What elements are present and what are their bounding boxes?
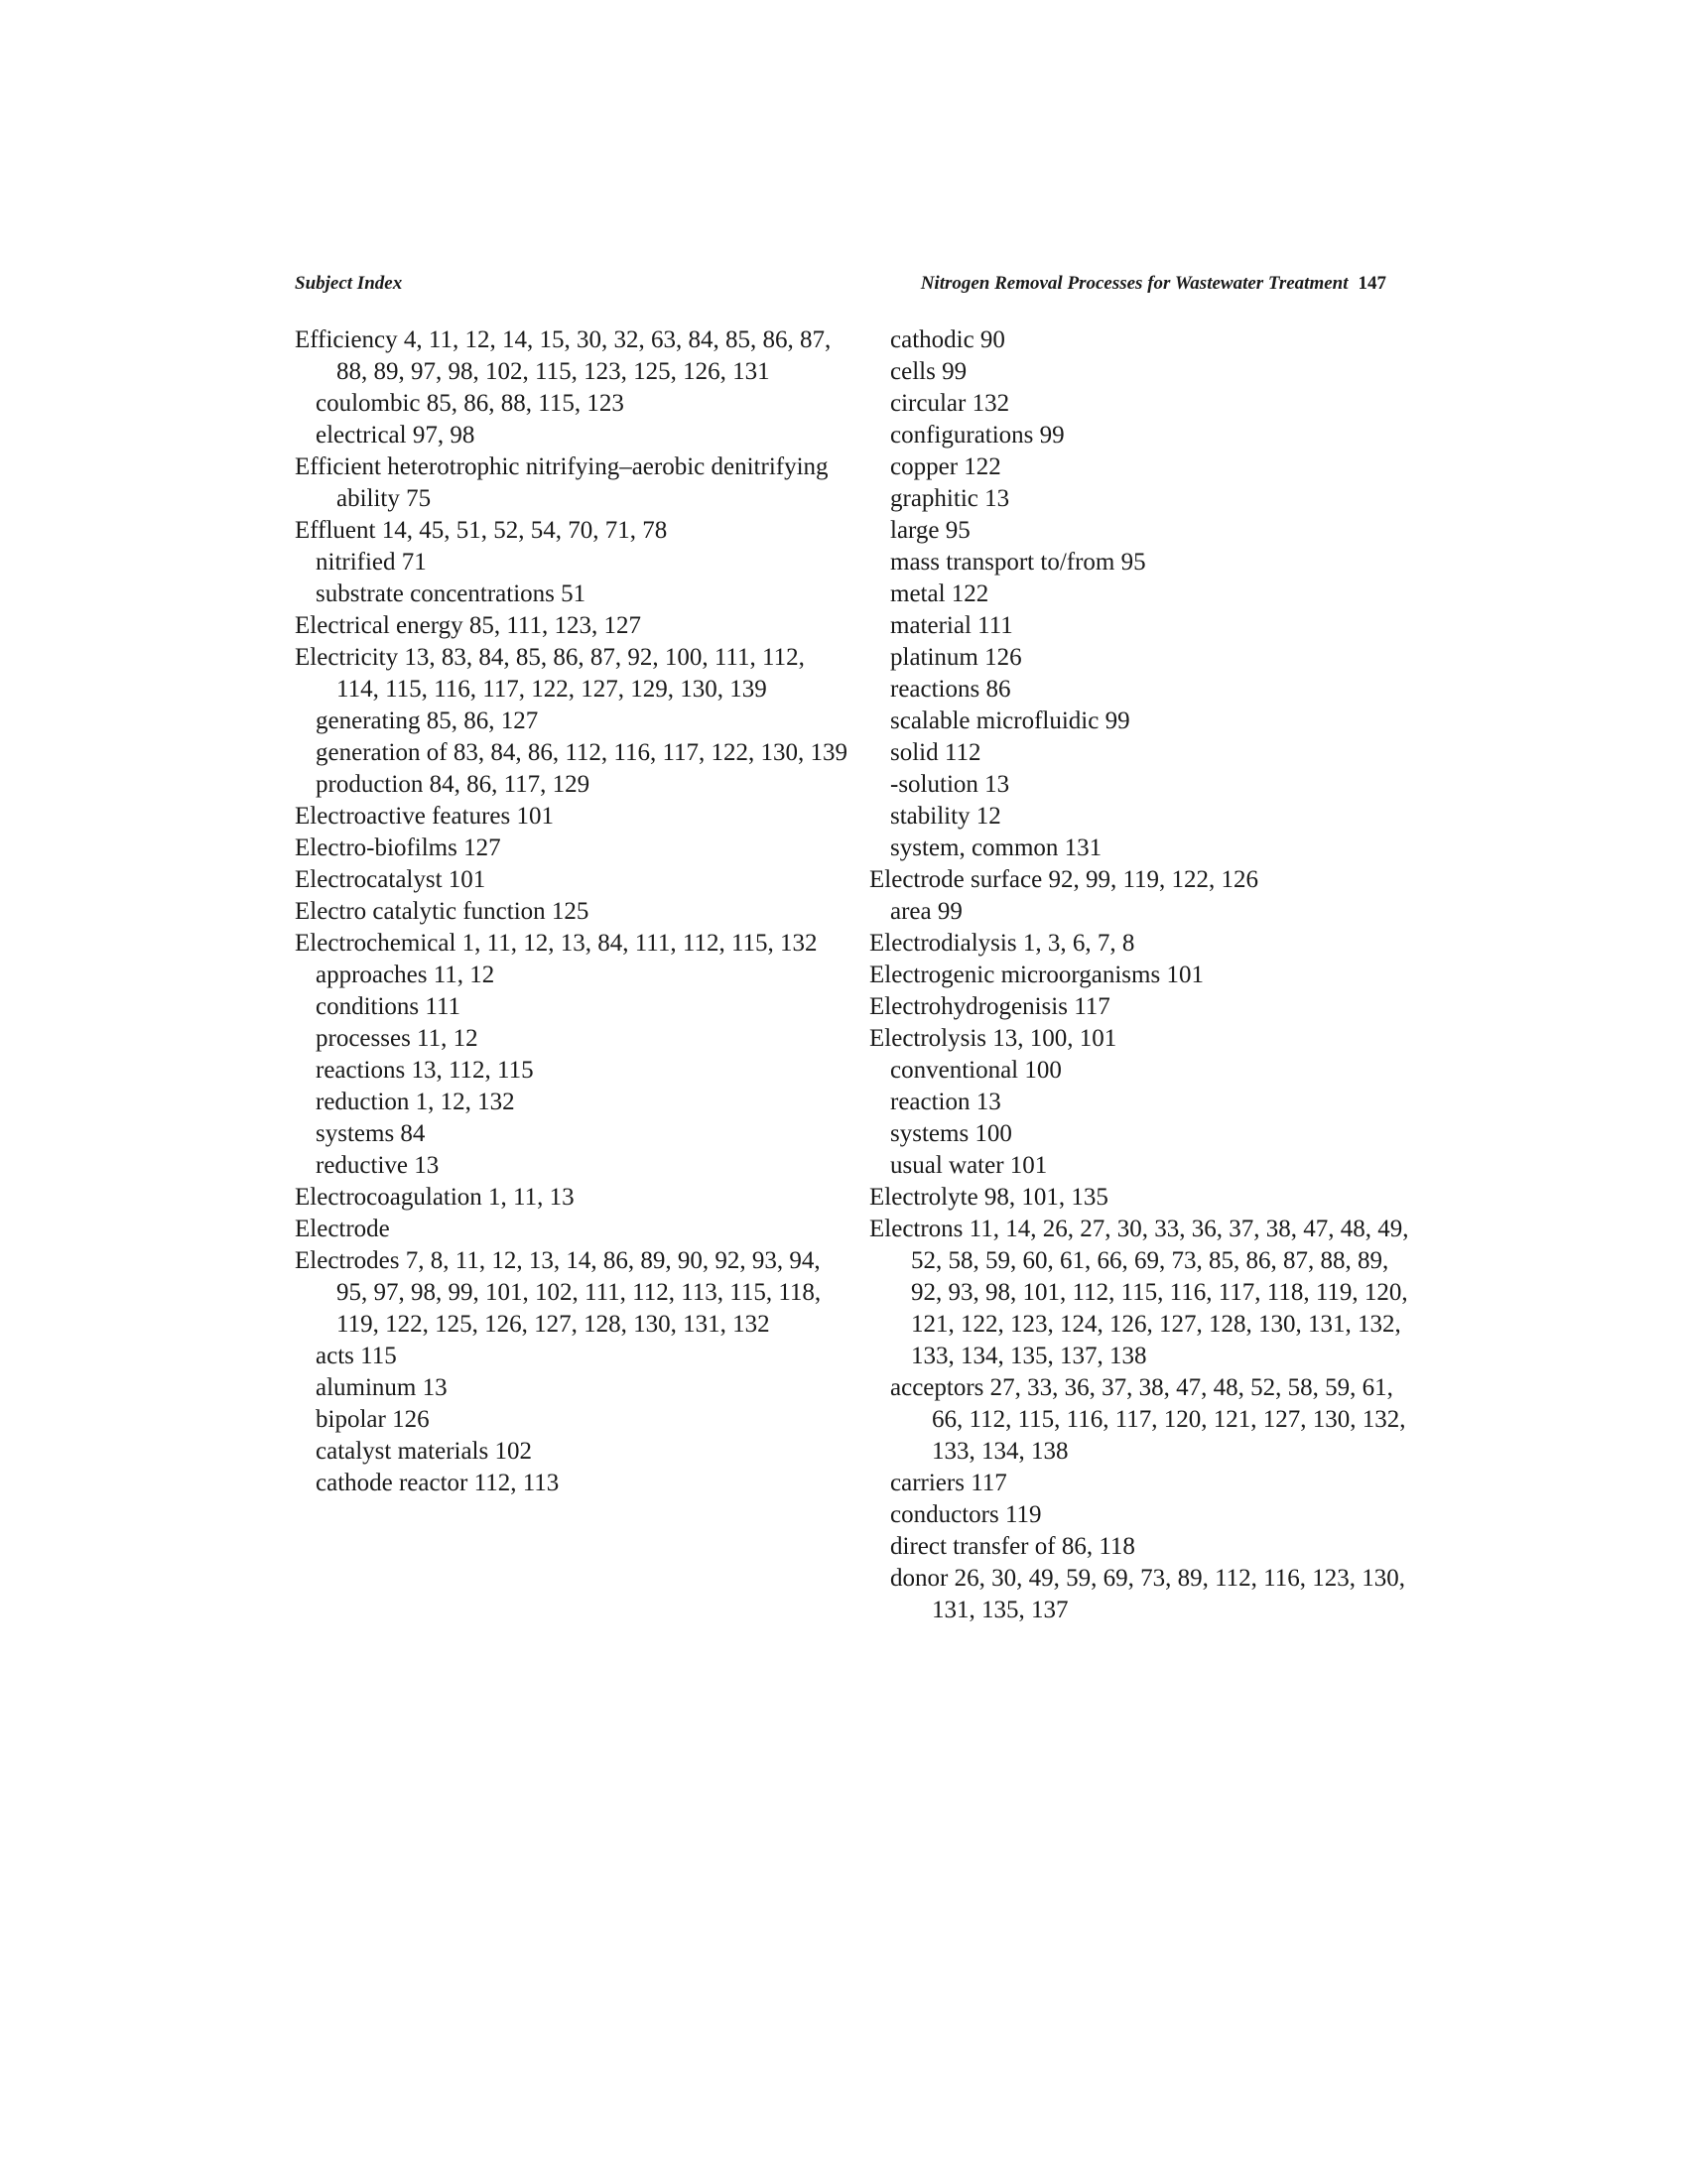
index-subentry: bipolar 126 bbox=[316, 1406, 430, 1433]
index-subentry: stability 12 bbox=[890, 803, 1001, 830]
running-header bbox=[295, 273, 1386, 303]
index-entry: Efficiency 4, 11, 12, 14, 15, 30, 32, 63, 84, 85, 86, 87, 88, 89, 97, 98, 102, 115, 123, 125, 126, 131 bbox=[295, 326, 832, 385]
index-subentry: metal 122 bbox=[890, 580, 989, 607]
book-title: Nitrogen Removal Processes for Wastewater Treatment bbox=[920, 273, 1349, 294]
index-subentry: processes 11, 12 bbox=[316, 1025, 478, 1052]
index-entry: Electrocatalyst 101 bbox=[295, 866, 486, 893]
index-subentry: reaction 13 bbox=[890, 1089, 1001, 1115]
index-subentry: platinum 126 bbox=[890, 644, 1022, 671]
index-subentry: -solution 13 bbox=[890, 771, 1010, 798]
page-number: 147 bbox=[1358, 273, 1386, 294]
index-subentry: reactions 86 bbox=[890, 676, 1011, 703]
index-subentry: generation of 83, 84, 86, 112, 116, 117, 122, 130, 139 bbox=[316, 739, 848, 766]
index-subentry: cathode reactor 112, 113 bbox=[316, 1470, 560, 1496]
index-entry: Electro catalytic function 125 bbox=[295, 898, 589, 925]
index-entry: Electrode surface 92, 99, 119, 122, 126 bbox=[869, 866, 1259, 893]
index-subentry: configurations 99 bbox=[890, 422, 1065, 449]
index-subentry: acceptors 27, 33, 36, 37, 38, 47, 48, 52, 58, 59, 61, 66, 112, 115, 116, 117, 120, 121, 127, 130, 132, 133, 134, 138 bbox=[890, 1374, 1406, 1465]
index-subentry: direct transfer of 86, 118 bbox=[890, 1533, 1135, 1560]
index-subentry: circular 132 bbox=[890, 390, 1010, 417]
index-subentry: catalyst materials 102 bbox=[316, 1438, 532, 1465]
index-subentry: mass transport to/from 95 bbox=[890, 549, 1146, 576]
index-subentry: coulombic 85, 86, 88, 115, 123 bbox=[316, 390, 624, 417]
index-subentry: reduction 1, 12, 132 bbox=[316, 1089, 515, 1115]
index-entry: Electrogenic microorganisms 101 bbox=[869, 962, 1204, 988]
index-column-right bbox=[869, 324, 1425, 1626]
index-entry: Electrolysis 13, 100, 101 bbox=[869, 1025, 1117, 1052]
index-subentry: systems 84 bbox=[316, 1120, 426, 1147]
section-label: Subject Index bbox=[295, 273, 403, 294]
index-subentry: large 95 bbox=[890, 517, 971, 544]
index-entry: Electrolyte 98, 101, 135 bbox=[869, 1184, 1108, 1211]
index-subentry: aluminum 13 bbox=[316, 1374, 448, 1401]
index-entry: Electrodes 7, 8, 11, 12, 13, 14, 86, 89, 90, 92, 93, 94, 95, 97, 98, 99, 101, 102, 111, 112, 113, 115, 118, 119, 122, 125, 126, 127, 128, 130, 131, 132 bbox=[295, 1247, 822, 1338]
index-subentry: conditions 111 bbox=[316, 993, 461, 1020]
index-entry: Electroactive features 101 bbox=[295, 803, 554, 830]
index-entry: Effluent 14, 45, 51, 52, 54, 70, 71, 78 bbox=[295, 517, 668, 544]
index-entry: Electrocoagulation 1, 11, 13 bbox=[295, 1184, 575, 1211]
index-entry: Electrohydrogenisis 117 bbox=[869, 993, 1110, 1020]
index-subentry: solid 112 bbox=[890, 739, 981, 766]
index-subentry: donor 26, 30, 49, 59, 69, 73, 89, 112, 116, 123, 130, 131, 135, 137 bbox=[890, 1565, 1405, 1623]
index-entry: Electricity 13, 83, 84, 85, 86, 87, 92, 100, 111, 112, 114, 115, 116, 117, 122, 127, 129, 130, 139 bbox=[295, 644, 805, 703]
index-entry: Electrode bbox=[295, 1216, 390, 1242]
index-subentry: scalable microfluidic 99 bbox=[890, 707, 1130, 734]
book-title-and-page bbox=[921, 273, 1386, 295]
index-subentry: system, common 131 bbox=[890, 835, 1103, 861]
index-subentry: conventional 100 bbox=[890, 1057, 1062, 1084]
index-subentry: generating 85, 86, 127 bbox=[316, 707, 539, 734]
index-subentry: reactions 13, 112, 115 bbox=[316, 1057, 534, 1084]
index-subentry: reductive 13 bbox=[316, 1152, 440, 1179]
index-entry: Electrochemical 1, 11, 12, 13, 84, 111, 112, 115, 132 bbox=[295, 930, 818, 957]
index-subentry: electrical 97, 98 bbox=[316, 422, 475, 449]
index-entry: Efficient heterotrophic nitrifying–aerobic denitrifying ability 75 bbox=[295, 453, 829, 512]
index-subentry: carriers 117 bbox=[890, 1470, 1007, 1496]
index-subentry: material 111 bbox=[890, 612, 1013, 639]
index-subentry: production 84, 86, 117, 129 bbox=[316, 771, 590, 798]
index-subentry: approaches 11, 12 bbox=[316, 962, 495, 988]
index-subentry: substrate concentrations 51 bbox=[316, 580, 586, 607]
index-subentry: copper 122 bbox=[890, 453, 1001, 480]
index-subentry: cells 99 bbox=[890, 358, 968, 385]
index-subentry: usual water 101 bbox=[890, 1152, 1048, 1179]
index-subentry: cathodic 90 bbox=[890, 326, 1005, 353]
index-subentry: systems 100 bbox=[890, 1120, 1012, 1147]
index-subentry: nitrified 71 bbox=[316, 549, 427, 576]
index-subentry: conductors 119 bbox=[890, 1501, 1042, 1528]
index-entry: Electrons 11, 14, 26, 27, 30, 33, 36, 37, 38, 47, 48, 49, 52, 58, 59, 60, 61, 66, 69, 73, 85, 86, 87, 88, 89, 92, 93, 98, 101, 112, 115, 116, 117, 118, 119, 120, 121, 122, 123, 124, 126, 127, 128, 130, 131, 132, 133, 134, 135, 137, 138 bbox=[869, 1216, 1409, 1369]
index-subentry: acts 115 bbox=[316, 1343, 397, 1369]
index-subentry: graphitic 13 bbox=[890, 485, 1010, 512]
index-column-left bbox=[295, 324, 850, 1499]
index-subentry: area 99 bbox=[890, 898, 963, 925]
index-entry: Electro-biofilms 127 bbox=[295, 835, 501, 861]
index-entry: Electrodialysis 1, 3, 6, 7, 8 bbox=[869, 930, 1135, 957]
index-entry: Electrical energy 85, 111, 123, 127 bbox=[295, 612, 641, 639]
